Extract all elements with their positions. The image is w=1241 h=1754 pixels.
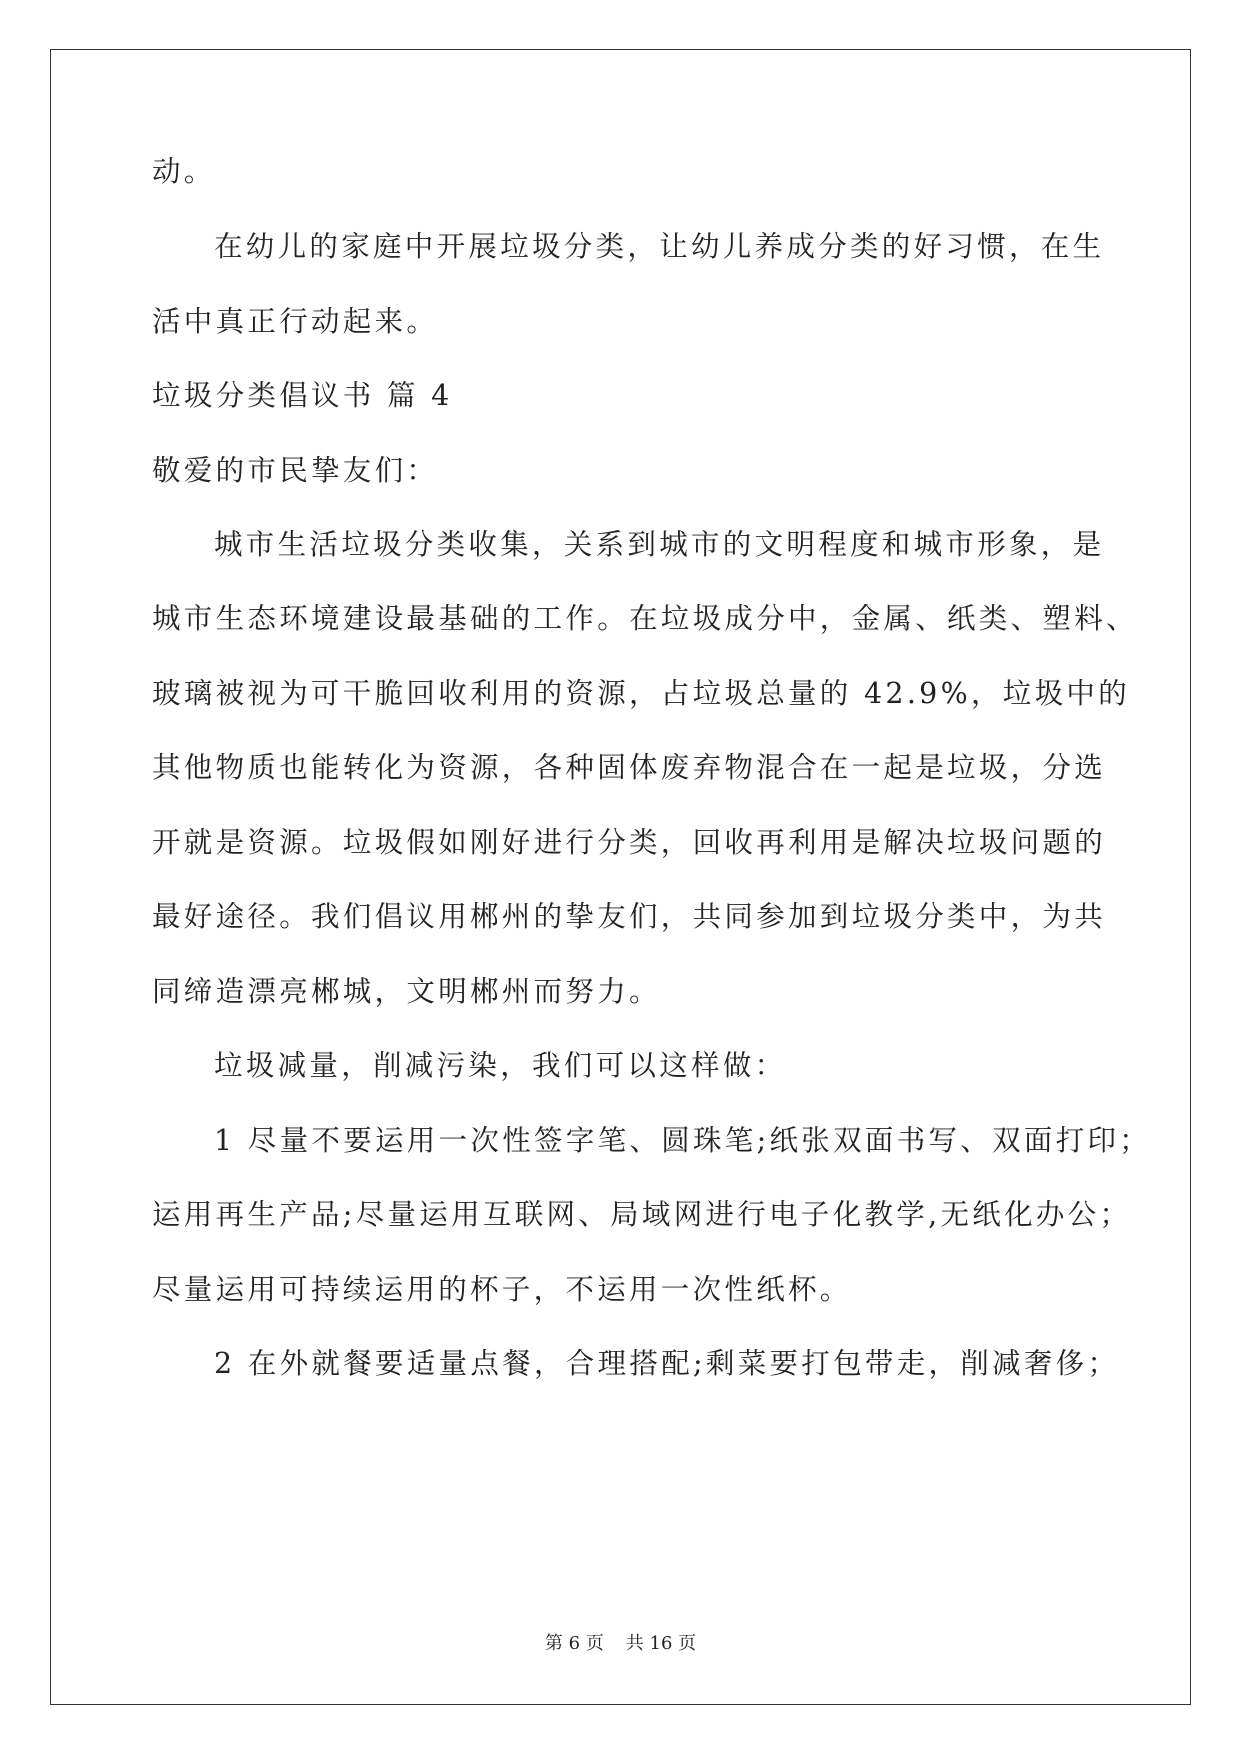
text-line: 活中真正行动起来。 bbox=[152, 305, 439, 338]
text-line: 运用再生产品;尽量运用互联网、局域网进行电子化教学,无纸化办公； bbox=[152, 1198, 1132, 1231]
text-line: 开就是资源。垃圾假如刚好进行分类，回收再利用是解决垃圾问题的 bbox=[152, 826, 1107, 859]
text-line: 城市生态环境建设最基础的工作。在垃圾成分中，金属、纸类、塑料、 bbox=[152, 602, 1138, 635]
page-total: 共 16 页 bbox=[625, 1633, 697, 1654]
text-line: 其他物质也能转化为资源，各种固体废弃物混合在一起是垃圾，分选 bbox=[152, 751, 1107, 784]
list-item: 2 在外就餐要适量点餐，合理搭配;剩菜要打包带走，削减奢侈； bbox=[214, 1347, 1120, 1380]
list-item: 1 尽量不要运用一次性签字笔、圆珠笔;纸张双面书写、双面打印； bbox=[214, 1124, 1152, 1157]
text-line: 玻璃被视为可干脆回收利用的资源，占垃圾总量的 42.9%，垃圾中的 bbox=[152, 677, 1130, 710]
text-line: 动。 bbox=[152, 155, 216, 188]
text-line: 同缔造漂亮郴城，文明郴州而努力。 bbox=[152, 975, 661, 1008]
salutation: 敬爱的市民挚友们： bbox=[152, 454, 439, 487]
text-line: 在幼儿的家庭中开展垃圾分类，让幼儿养成分类的好习惯，在生 bbox=[214, 230, 1105, 263]
page-number: 第 6 页 bbox=[544, 1633, 604, 1654]
page-footer bbox=[0, 1632, 1241, 1656]
page-border bbox=[50, 49, 1191, 1705]
text-line: 尽量运用可持续运用的杯子，不运用一次性纸杯。 bbox=[152, 1273, 852, 1306]
text-line: 最好途径。我们倡议用郴州的挚友们，共同参加到垃圾分类中，为共 bbox=[152, 900, 1107, 933]
text-line: 城市生活垃圾分类收集，关系到城市的文明程度和城市形象，是 bbox=[214, 528, 1105, 561]
text-line: 垃圾减量，削减污染，我们可以这样做： bbox=[214, 1049, 787, 1082]
section-heading: 垃圾分类倡议书 篇 4 bbox=[152, 379, 453, 412]
